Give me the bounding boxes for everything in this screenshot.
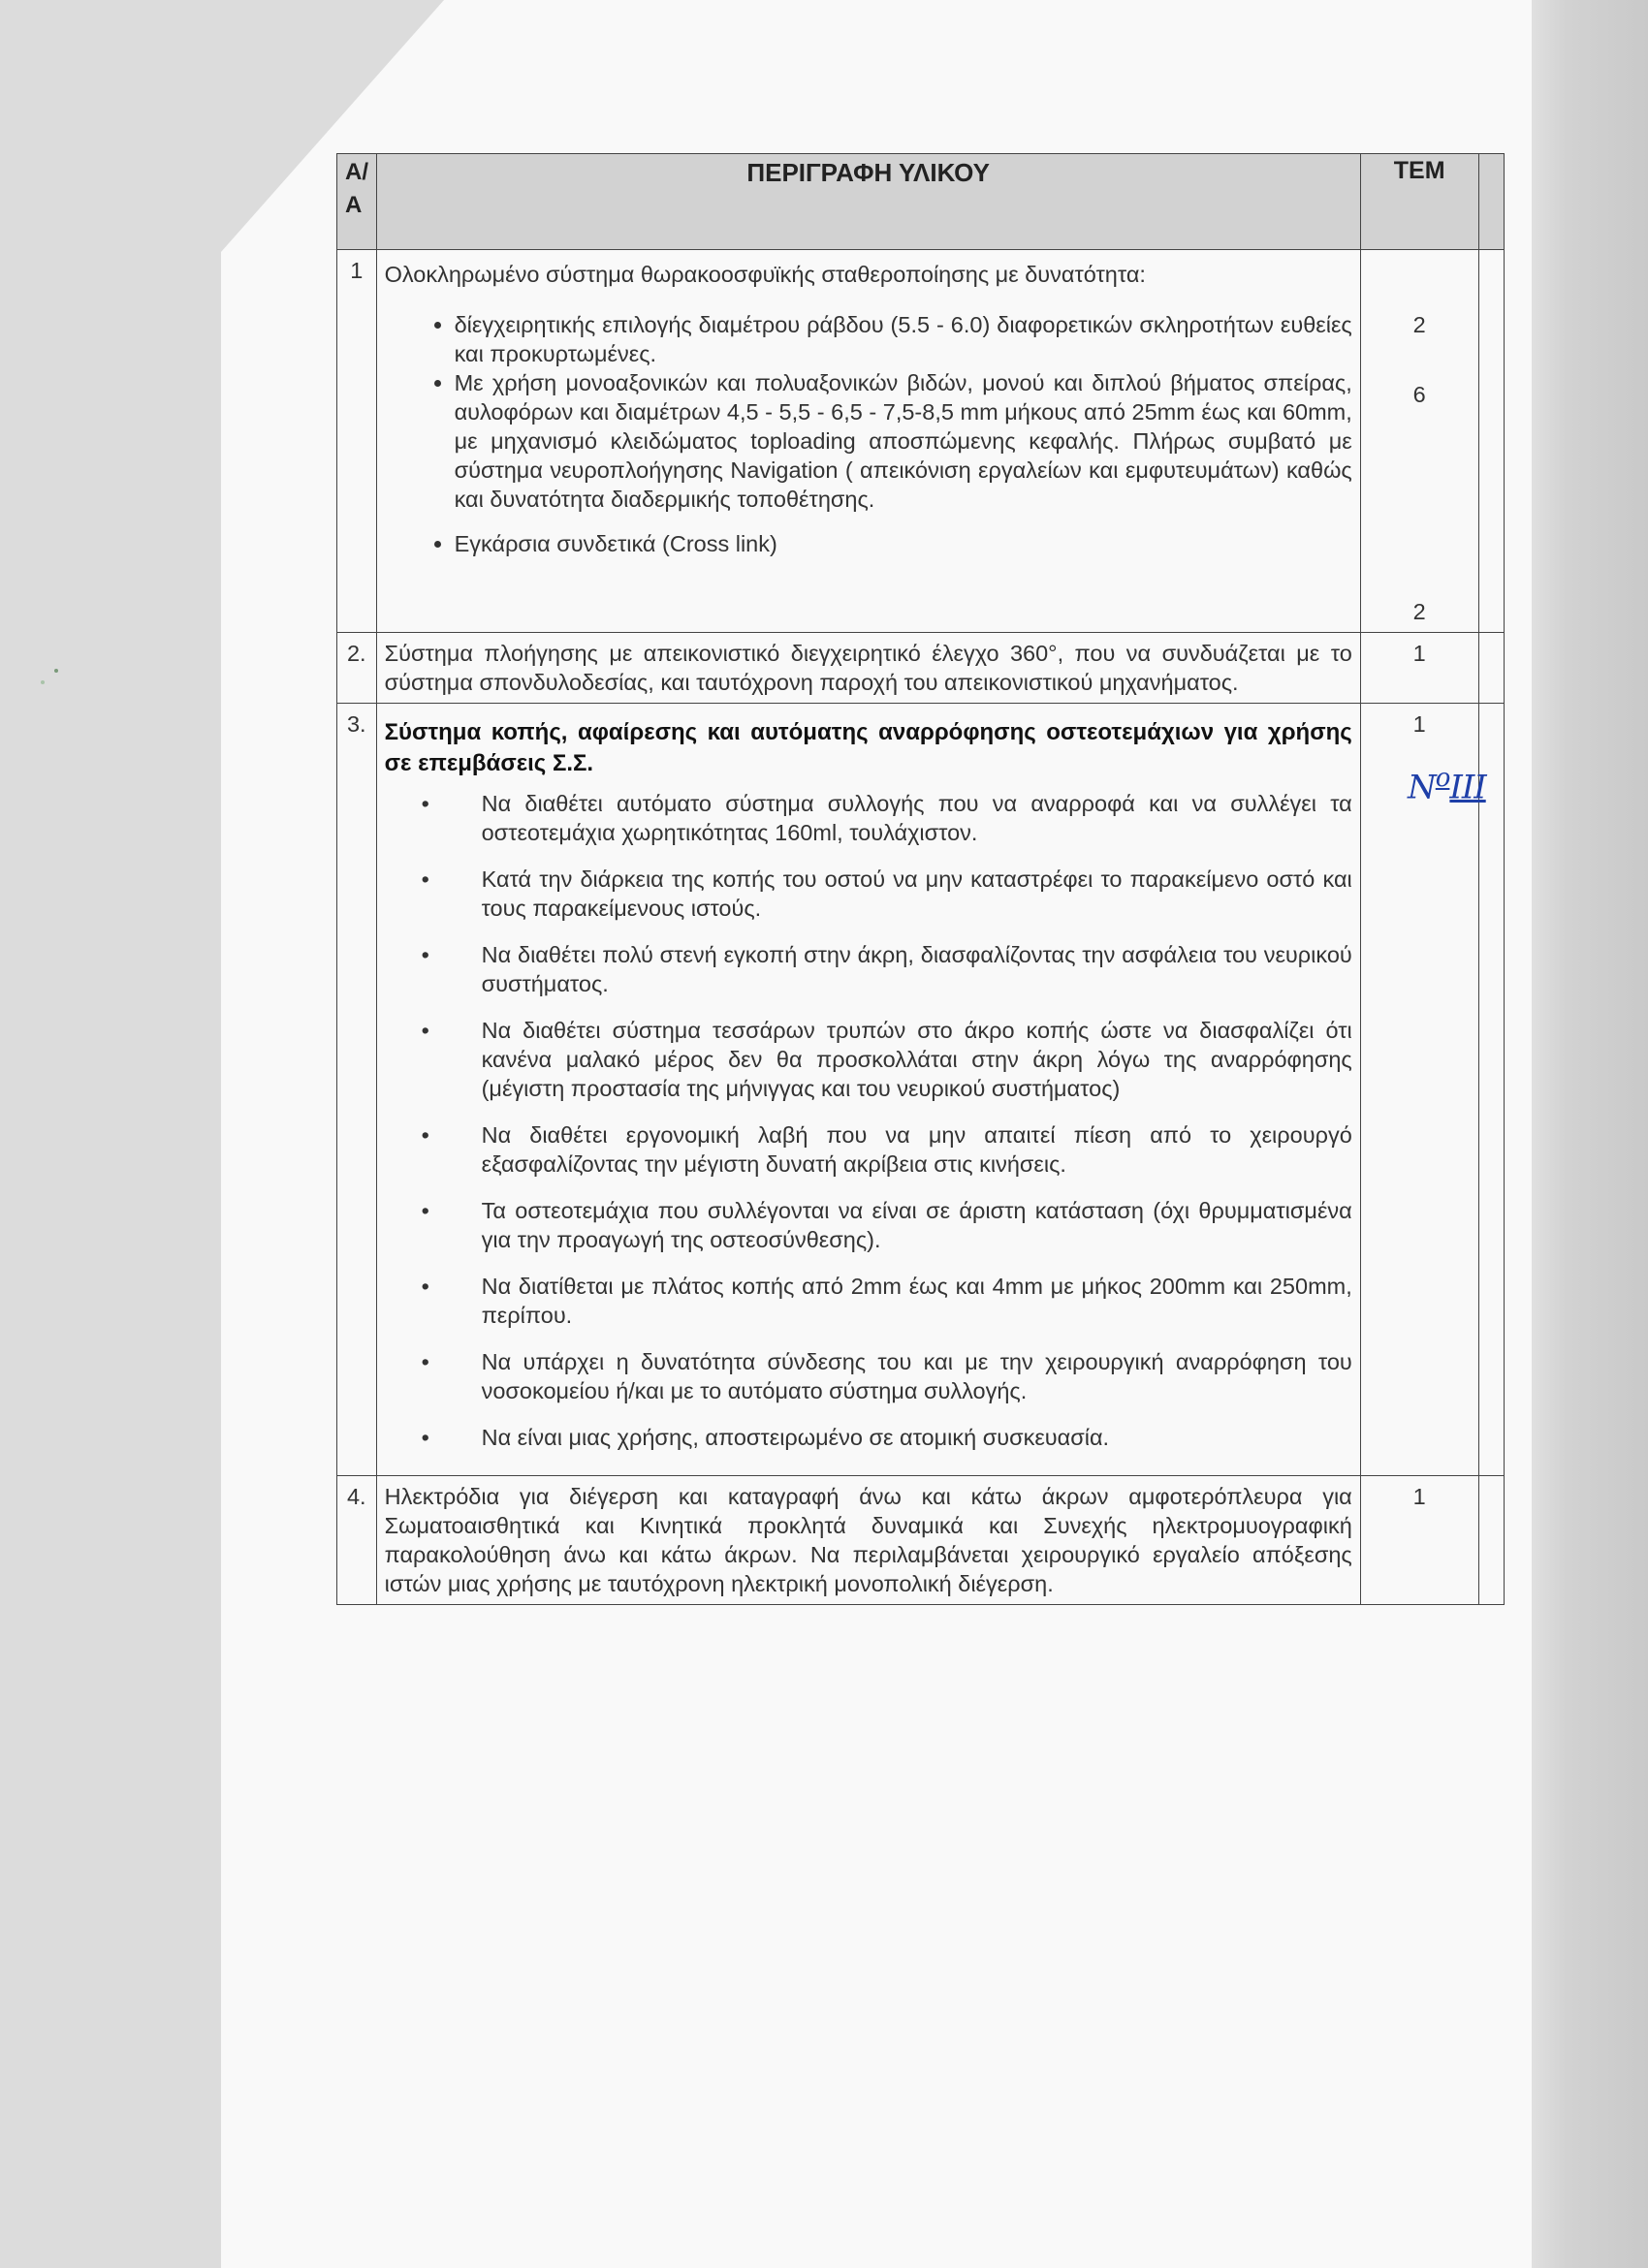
list-item: • Τα οστεοτεμάχια που συλλέγονται να είναι σε άριστη κατάσταση (όχι θρυμματισμένα για την προαγωγή της οστεοσύνθεσης). bbox=[422, 1196, 1352, 1254]
list-item: • Να είναι μιας χρήσης, αποστειρωμένο σε ατομική συσκευασία. bbox=[422, 1423, 1352, 1452]
row-description: Σύστημα πλοήγησης με απεικονιστικό διεγχειρητικό έλεγχο 360°, που να συνδυάζεται με το σύστημα σπονδυλοδεσίας, και ταυτόχρονη παροχή του απεικονιστικού μηχανήματος. bbox=[376, 633, 1360, 704]
row-number: 3. bbox=[337, 704, 377, 1476]
list-item: • δίεγχειρητικής επιλογής διαμέτρου ράβδου (5.5 - 6.0) διαφορετικών σκληροτήτων ευθείες και προκυρτωμένες. bbox=[455, 310, 1352, 368]
quantity-value: 2 bbox=[1412, 599, 1426, 624]
row-number: 2. bbox=[337, 633, 377, 704]
scan-speck bbox=[41, 680, 45, 684]
list-item: • Να διαθέτει πολύ στενή εγκοπή στην άκρη, διασφαλίζοντας την ασφάλεια του νευρικού συστήματος. bbox=[422, 940, 1352, 998]
list-item: • Να διατίθεται με πλάτος κοπής από 2mm έως και 4mm με μήκος 200mm και 250mm, περίπου. bbox=[422, 1272, 1352, 1330]
row-quantity: 1 bbox=[1360, 633, 1478, 704]
handwritten-stamp bbox=[1408, 764, 1486, 806]
row-description bbox=[376, 704, 1360, 1476]
row-number: 1 bbox=[337, 250, 377, 633]
scan-background bbox=[1512, 0, 1648, 2268]
list-item: • Με χρήση μονοαξονικών και πολυαξονικών βιδών, μονού και διπλού βήματος σπείρας, αυλοφόρων και διαμέτρων 4,5 - 5,5 - 6,5 - 7,5-8,5 mm μήκους από 25mm έως και 60mm, με μηχανισμό κλειδώματος toploading αποσπώμενης κεφαλής. Πλήρως συμβατό με σύστημα νευροπλοήγησης Navigation ( απεικόνιση εργαλείων και εμφυτευμάτων) καθώς και δυνατότητα διαδερμικής τοποθέτησης. bbox=[455, 368, 1352, 514]
list-item: • Να διαθέτει αυτόματο σύστημα συλλογής που να αναρροφά και να συλλέγει τα οστεοτεμάχια χωρητικότητας 160ml, τουλάχιστον. bbox=[422, 789, 1352, 847]
quantity-value: 2 bbox=[1412, 312, 1426, 337]
edge-cell bbox=[1478, 704, 1504, 1476]
header-edge-cell bbox=[1478, 154, 1504, 250]
row-description bbox=[376, 250, 1360, 633]
bullet-list bbox=[385, 310, 1352, 558]
table-row bbox=[337, 250, 1505, 633]
scan-speck bbox=[54, 669, 58, 673]
table-row bbox=[337, 1476, 1505, 1605]
table-row bbox=[337, 704, 1505, 1476]
list-item: • Να διαθέτει εργονομική λαβή που να μην απαιτεί πίεση από το χειρουργό εξασφαλίζοντας την μέγιστη δυνατή ακρίβεια στις κινήσεις. bbox=[422, 1120, 1352, 1179]
header-tem: ΤΕΜ bbox=[1360, 154, 1478, 250]
bullet-list bbox=[385, 789, 1352, 1452]
quantity-value: 6 bbox=[1412, 382, 1426, 407]
row-quantity: 1 bbox=[1360, 704, 1478, 1476]
materials-table bbox=[336, 153, 1505, 1605]
table-row bbox=[337, 633, 1505, 704]
stamp-letter: N bbox=[1408, 768, 1436, 807]
row-intro: Ολοκληρωμένο σύστημα θωρακοοσφυϊκής σταθεροποίησης με δυνατότητα: bbox=[384, 262, 1146, 287]
edge-cell bbox=[1478, 250, 1504, 633]
row-quantity: 1 bbox=[1360, 1476, 1478, 1605]
row-description: Ηλεκτρόδια για διέγερση και καταγραφή άνω και κάτω άκρων αμφοτερόπλευρα για Σωματοαισθητικά και Κινητικά προκλητά δυναμικά και Συνεχής ηλεκτρομυογραφική παρακολούθηση άνω και κάτω άκρων. Να περιλαμβάνεται χειρουργικό εργαλείο απόξεσης ιστών μιας χρήσης με ταυτόχρονη ηλεκτρική μονοπολική διέγερση. bbox=[376, 1476, 1360, 1605]
list-item: • Κατά την διάρκεια της κοπής του οστού να μην καταστρέφει το παρακείμενο οστό και τους παρακείμενους ιστούς. bbox=[422, 865, 1352, 923]
row-title: Σύστημα κοπής, αφαίρεσης και αυτόματης αναρρόφησης οστεοτεμάχιων για χρήσης σε επεμβάσεις Σ.Σ. bbox=[384, 719, 1352, 776]
row-number: 4. bbox=[337, 1476, 377, 1605]
list-item: • Να υπάρχει η δυνατότητα σύνδεσης του και με την χειρουργική αναρρόφηση του νοσοκομείου ή/και με το αυτόματο σύστημα συλλογής. bbox=[422, 1347, 1352, 1405]
stamp-roman: III bbox=[1449, 768, 1486, 807]
list-item: • Να διαθέτει σύστημα τεσσάρων τρυπών στο άκρο κοπής ώστε να διασφαλίζει ότι κανένα μαλακό μέρος δεν θα προσκολλάται στην άκρη λόγω της αναρρόφησης (μέγιστη προστασία της μήνιγγας και του νευρικού συστήματος) bbox=[422, 1016, 1352, 1103]
edge-cell bbox=[1478, 633, 1504, 704]
header-aa: Α/ Α bbox=[337, 154, 377, 250]
header-description: ΠΕΡΙΓΡΑΦΗ ΥΛΙΚΟΥ bbox=[376, 154, 1360, 250]
list-item: • Εγκάρσια συνδετικά (Cross link) bbox=[455, 529, 1352, 558]
table-header-row bbox=[337, 154, 1505, 250]
edge-cell bbox=[1478, 1476, 1504, 1605]
row-quantity bbox=[1360, 250, 1478, 633]
stamp-superscript: o bbox=[1435, 764, 1450, 793]
